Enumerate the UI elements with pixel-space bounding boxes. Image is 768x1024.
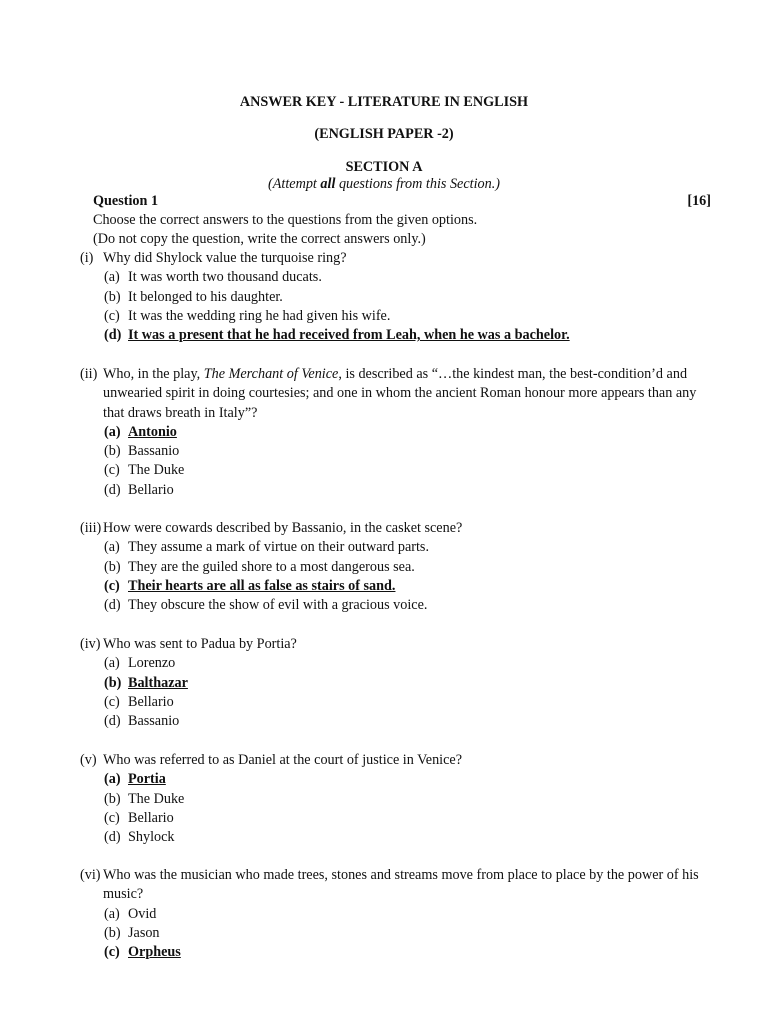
option-label: (a)	[104, 539, 120, 556]
option	[104, 790, 720, 809]
question-block-iii	[80, 519, 720, 615]
question-text	[103, 249, 720, 268]
question-text-part: Who, in the play,	[103, 366, 204, 382]
option-label: (a)	[104, 269, 120, 286]
question-text	[103, 751, 720, 770]
option	[104, 288, 720, 307]
options-list	[104, 423, 720, 500]
option	[104, 538, 720, 557]
option-label: (b)	[104, 443, 121, 460]
question-text	[103, 365, 720, 423]
option-text: Their hearts are all as false as stairs of sand.	[128, 577, 396, 594]
option-label: (d)	[104, 829, 121, 846]
question-text-title: The Merchant of Venice	[203, 366, 339, 382]
option-text: Bassanio	[128, 713, 180, 730]
option-text: Bellario	[128, 809, 174, 826]
question-block-iv	[80, 635, 720, 731]
option	[104, 307, 720, 326]
option-label: (c)	[104, 809, 120, 826]
correct-option	[104, 674, 720, 693]
question-block-v	[80, 751, 720, 847]
question-block-vi	[80, 866, 720, 962]
option-label: (a)	[104, 423, 121, 440]
paper-subtitle: (ENGLISH PAPER -2)	[314, 126, 454, 142]
question-text	[103, 635, 720, 654]
correct-option	[104, 577, 720, 596]
option	[104, 268, 720, 287]
option-text: Bellario	[128, 693, 174, 710]
option-text: Orpheus	[128, 944, 181, 961]
option	[104, 481, 720, 500]
option-label: (a)	[104, 905, 120, 922]
question-stem	[80, 751, 720, 770]
option-label: (b)	[104, 790, 121, 807]
question-stem	[80, 866, 720, 905]
question-number: (iv)	[80, 636, 101, 652]
question-block-ii	[80, 365, 720, 500]
option-label: (c)	[104, 693, 120, 710]
option	[104, 442, 720, 461]
attempt-before: (Attempt	[268, 176, 321, 192]
option-label: (d)	[104, 481, 121, 498]
question-number: (i)	[80, 250, 94, 266]
option	[104, 596, 720, 615]
document-title: ANSWER KEY - LITERATURE IN ENGLISH	[239, 94, 529, 110]
option-text: They obscure the show of evil with a gracious voice.	[128, 597, 428, 614]
option	[104, 809, 720, 828]
option-label: (c)	[104, 462, 120, 479]
question-stem	[80, 365, 720, 423]
question-block-i	[80, 249, 720, 345]
options-list	[104, 770, 720, 847]
question-number: (v)	[80, 752, 97, 768]
option-label: (d)	[104, 597, 121, 614]
question-1-header	[93, 192, 711, 211]
correct-option	[104, 326, 720, 345]
question-text-part: How were cowards described by Bassanio, in the casket scene?	[103, 520, 463, 536]
option-text: It belonged to his daughter.	[128, 288, 283, 305]
option-label: (c)	[104, 577, 120, 594]
option-label: (c)	[104, 307, 120, 324]
question-text-part: , is described as “…the kindest man, the best-condition’d and unwearied spirit in doing courtesies; and one in whom the ancient Roman honour more appears than any that draws breath in Italy”?	[103, 366, 697, 421]
question-text-part: Who was the musician who made trees, stones and streams move from place to place by the power of his music?	[103, 867, 699, 903]
question-number: (vi)	[80, 867, 101, 883]
options-list	[104, 905, 720, 963]
option	[104, 905, 720, 924]
option-text: They assume a mark of virtue on their outward parts.	[128, 539, 429, 556]
instruction-line-1: Choose the correct answers to the questions from the given options.	[93, 212, 478, 228]
option	[104, 924, 720, 943]
question-stem	[80, 635, 720, 654]
option-text: Lorenzo	[128, 655, 176, 672]
options-list	[104, 654, 720, 731]
question-text	[103, 866, 720, 905]
option-label: (b)	[104, 288, 121, 305]
option-label: (b)	[104, 924, 121, 941]
option-text: Shylock	[128, 829, 175, 846]
correct-option	[104, 423, 720, 442]
attempt-after: questions from this Section.)	[335, 176, 500, 192]
option-label: (a)	[104, 771, 121, 788]
option	[104, 558, 720, 577]
options-list	[104, 538, 720, 615]
option-label: (a)	[104, 655, 120, 672]
question-stem	[80, 249, 720, 268]
question-text-part: Who was referred to as Daniel at the court of justice in Venice?	[103, 752, 463, 768]
question-stem	[80, 519, 720, 538]
option-text: Antonio	[128, 423, 177, 440]
question-text-part: Why did Shylock value the turquoise ring?	[103, 250, 347, 266]
instruction-line-2: (Do not copy the question, write the correct answers only.)	[93, 231, 426, 247]
option	[104, 654, 720, 673]
question-1-marks: [16]	[687, 193, 711, 209]
option-label: (b)	[104, 558, 121, 575]
option	[104, 693, 720, 712]
option-text: They are the guiled shore to a most dangerous sea.	[128, 558, 415, 575]
option-text: The Duke	[128, 462, 185, 479]
option	[104, 828, 720, 847]
section-heading: SECTION A	[345, 159, 423, 175]
question-text-part: Who was sent to Padua by Portia?	[103, 636, 297, 652]
question-number: (iii)	[80, 520, 102, 536]
option-text: It was a present that he had received from Leah, when he was a bachelor.	[128, 327, 570, 344]
option-text: It was the wedding ring he had given his wife.	[128, 307, 391, 324]
correct-option	[104, 943, 720, 962]
attempt-bold: all	[320, 176, 336, 192]
option-label: (b)	[104, 674, 122, 691]
question-text	[103, 519, 720, 538]
option-label: (d)	[104, 713, 121, 730]
question-number: (ii)	[80, 366, 98, 382]
option-text: Balthazar	[128, 674, 188, 691]
question-1-label: Question 1	[93, 193, 159, 209]
option	[104, 712, 720, 731]
option-text: Ovid	[128, 905, 157, 922]
option-text: Bellario	[128, 481, 174, 498]
option	[104, 461, 720, 480]
options-list	[104, 268, 720, 345]
option-text: The Duke	[128, 790, 185, 807]
option-text: Jason	[128, 924, 160, 941]
option-text: Bassanio	[128, 443, 180, 460]
option-text: Portia	[128, 771, 166, 788]
option-label: (c)	[104, 944, 120, 961]
option-label: (d)	[104, 327, 122, 344]
option-text: It was worth two thousand ducats.	[128, 269, 322, 286]
correct-option	[104, 770, 720, 789]
